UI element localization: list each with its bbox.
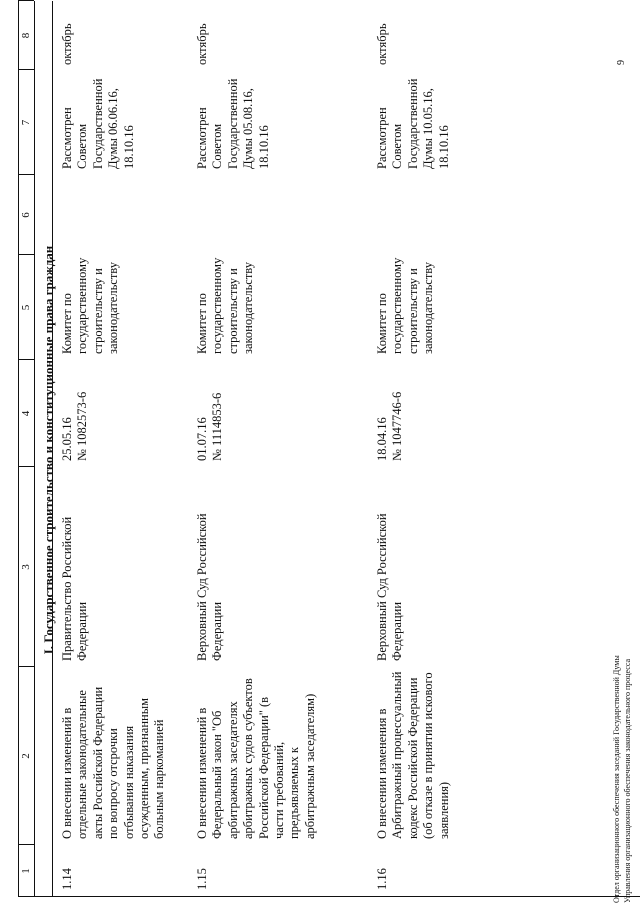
responsible-committee: Комитет по государственному строительству и законодательству [60,257,121,354]
responsible-committee: Комитет по государственному строительству и законодательству [375,257,436,354]
registration-number: № 1047746-6 [390,391,404,461]
bill-subject: Верховный Суд Российской Федерации [375,513,405,661]
footer-line-2: Управления организационного обеспечения законодательного процесса [623,658,632,903]
term: октябрь [195,23,209,65]
bill-title: О внесении изменений в Федеральный закон "Об арбитражных заседателях арбитражных судов субъектов Российской Федерации" (в части требований, предъявляемых к арбитражным заседателям) [195,678,317,839]
column-number-5: 5 [20,304,32,311]
bill-subject: Правительство Российской Федерации [60,516,90,661]
column-number-7: 7 [20,119,32,126]
registration-date: 18.04.16 [375,417,389,461]
footer-line-1: Отдел организационного обеспечения заседаний Государственной Думы [612,655,621,903]
row-number: 1.14 [60,868,74,890]
bill-title: О внесении изменений в отдельные законодательные акты Российской Федерации по вопросу отсрочки отбывания наказания осужденным, признанным больным наркоманией [60,686,167,839]
bill-title: О внесении изменения в Арбитражный процессуальный кодекс Российской Федерации (об отказе в принятии искового заявления) [375,671,451,839]
registration-date: 25.05.16 [60,417,74,461]
table-left-border [18,896,640,897]
table-top-border [18,1,19,897]
registration-number: № 1082573-6 [75,391,89,461]
registration-number: № 1114853-6 [210,392,224,461]
review-status: Рассмотрен Советом Государственной Думы 10.05.16, 18.10.16 [375,78,451,169]
header-row-border [34,1,35,897]
review-status: Рассмотрен Советом Государственной Думы 05.08.16, 18.10.16 [195,78,271,169]
term: октябрь [60,23,74,65]
responsible-committee: Комитет по государственному строительству и законодательству [195,257,256,354]
page-number: 9 [616,60,627,65]
bill-subject: Верховный Суд Российской Федерации [195,513,225,661]
column-number-6: 6 [20,212,32,218]
term: октябрь [375,23,389,65]
column-number-4: 4 [20,410,32,417]
column-number-1: 1 [20,868,32,874]
row-number: 1.16 [375,868,389,890]
column-number-8: 8 [20,32,32,39]
section-title: I. Государственное строительство и конституционные права граждан [41,245,56,655]
registration-date: 01.07.16 [195,417,209,461]
review-status: Рассмотрен Советом Государственной Думы 06.06.16, 18.10.16 [60,78,136,169]
column-number-2: 2 [20,753,32,759]
column-number-3: 3 [20,564,32,570]
row-number: 1.15 [195,868,209,890]
